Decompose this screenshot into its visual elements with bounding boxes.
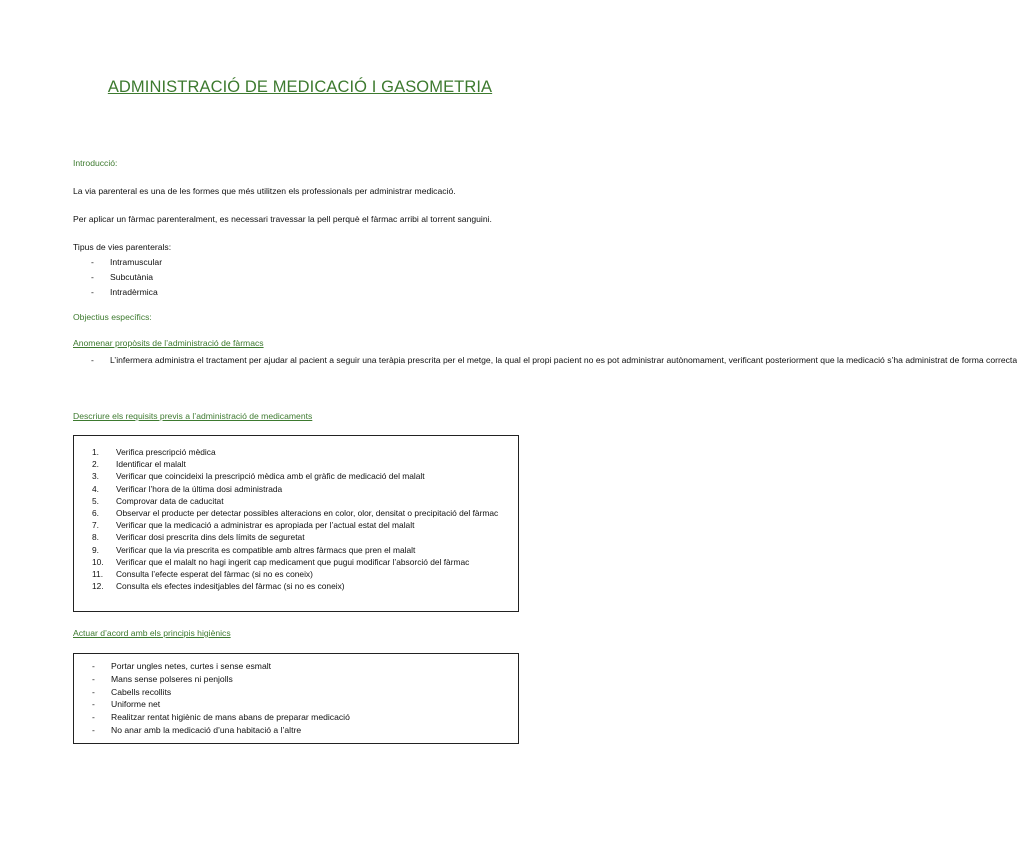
types-label: Tipus de vies parenterals: [73,242,172,252]
list-item: - Portar ungles netes, curtes i sense esmalt [74,660,518,673]
list-item: - Cabells recollits [74,686,518,699]
requirements-box [73,435,519,612]
section1-list [73,353,1017,368]
hygiene-box [73,653,519,744]
list-item: - Uniforme net [74,698,518,711]
list-item: 6. Observar el producte per detectar possibles alteracions en color, olor, densitat o precipitació del fàrmac [92,508,499,519]
requirements-list [74,446,518,592]
objectives-heading: Objectius específics: [73,312,152,322]
section2-heading: Descriure els requisits previs a l’administració de medicaments [73,411,313,421]
list-item: 2. Identificar el malalt [92,459,186,470]
intro-heading: Introducció: [73,158,118,168]
list-item: 7. Verificar que la medicació a administrar es apropiada per l’actual estat del malalt [92,520,415,531]
intro-paragraph-1: La via parenteral es una de les formes que més utilitzen els professionals per administrar medicació. [73,186,456,196]
page-title: ADMINISTRACIÓ DE MEDICACIÓ I GASOMETRIA [107,78,493,96]
list-item: 5. Comprovar data de caducitat [92,495,224,506]
list-item: - Realitzar rentat higiènic de mans abans de preparar medicació [74,711,518,724]
hygiene-list [74,660,518,737]
list-item: - Subcutània [73,270,162,285]
list-item: 8. Verificar dosi prescrita dins dels límits de seguretat [92,532,305,543]
list-item: 11. Consulta l’efecte esperat del fàrmac (si no es coneix) [92,569,313,580]
list-item: - Mans sense polseres ni penjolls [74,673,518,686]
section1-heading: Anomenar propòsits de l’administració de fàrmacs [73,338,264,348]
list-item: - L’infermera administra el tractament per ajudar al pacient a seguir una teràpia prescrita per el metge, la qual el propi pacient no es pot administrar autònomament, verificant posteriorment que la medicació s’ha administrat de forma correcta [73,353,533,368]
list-item: - Intradèrmica [73,285,162,300]
list-item: 9. Verificar que la via prescrita es compatible amb altres fàrmacs que pren el malalt [92,544,416,555]
list-item: 3. Verificar que coincideixi la prescripció mèdica amb el gràfic de medicació del malalt [92,471,425,482]
list-item: 1. Verifica prescripció mèdica [92,447,216,457]
types-list [73,255,162,300]
list-item: 12. Consulta els efectes indesitjables del fàrmac (si no es coneix) [92,581,345,592]
list-item: - No anar amb la medicació d’una habitació a l’altre [74,724,518,737]
list-item: 10. Verificar que el malalt no hagi ingerit cap medicament que pugui modificar l’absorció del fàrmac [92,556,470,567]
intro-paragraph-2: Per aplicar un fàrmac parenteralment, es necessari travessar la pell perquè el fàrmac arribi al torrent sanguini. [73,214,492,224]
list-item: 4. Verificar l’hora de la última dosi administrada [92,483,283,494]
section3-heading: Actuar d’acord amb els principis higiènics [73,628,231,638]
list-item: - Intramuscular [73,255,162,270]
